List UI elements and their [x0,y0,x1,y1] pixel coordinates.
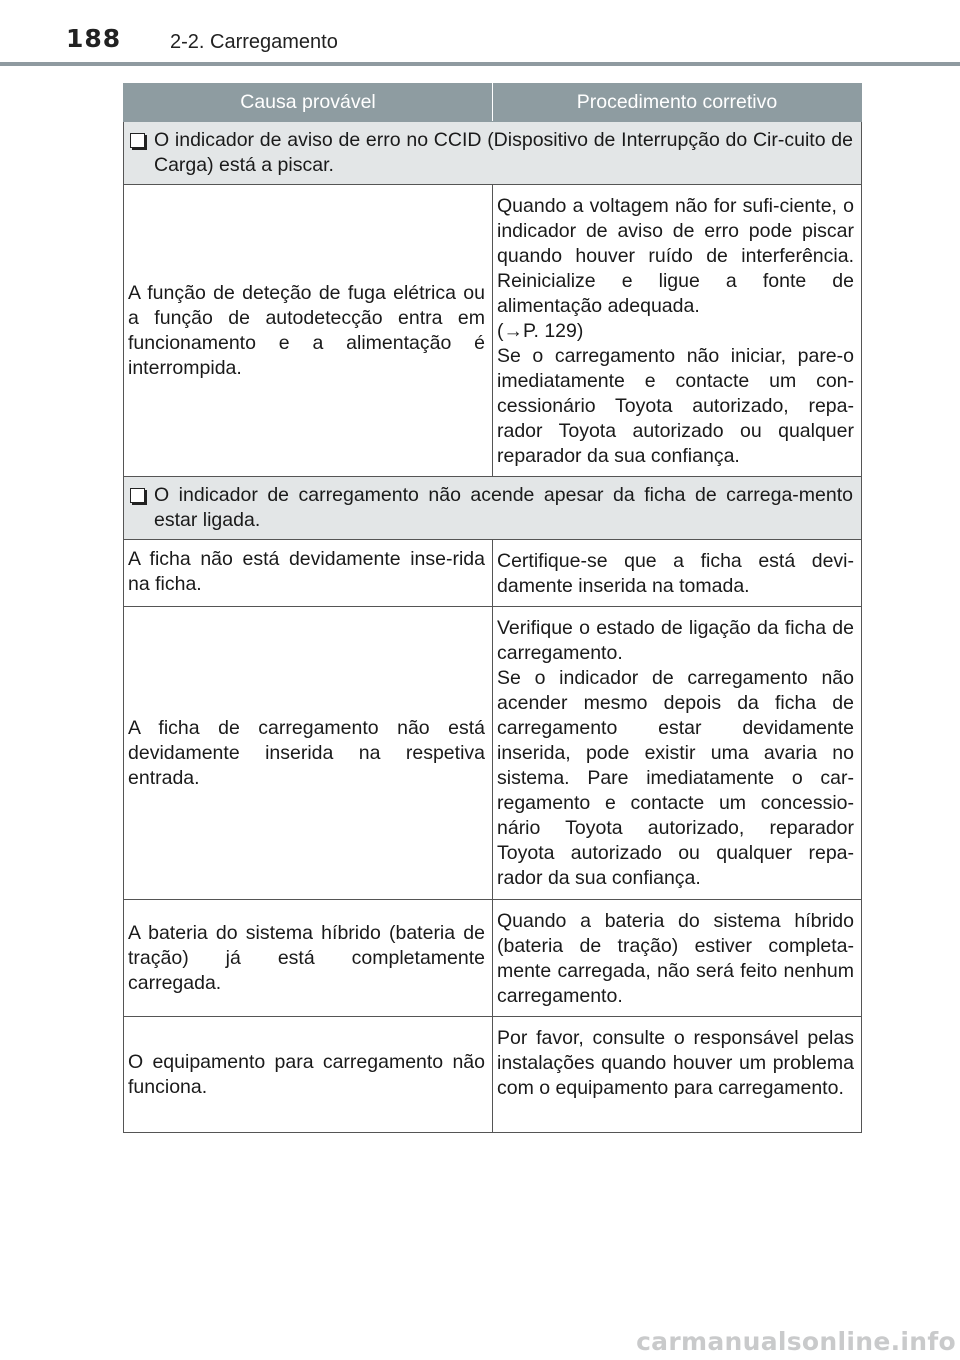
table-row [124,1017,862,1133]
group-heading-row [124,122,862,185]
remedy-paragraph: Quando a voltagem não for sufi-ciente, o indicador de aviso de erro pode piscar quando houver ruído de interferência. Reinicialize e ligue a fonte de alimentação adequada. [497,195,854,317]
checkbox-icon [130,488,145,503]
column-header-remedy: Procedimento corretivo [493,84,862,122]
remedy-cell [493,540,862,607]
page-header [0,0,960,66]
remedy-paragraph: Quando a bateria do sistema híbrido (bateria de tração) estiver completa-mente carregada, não será feito nenhum carregamento. [497,910,854,1007]
cause-cell: O equipamento para carregamento não funciona. [124,1017,493,1133]
table-row [124,900,862,1017]
header-divider [0,62,960,66]
cause-cell: A ficha não está devidamente inse-rida na ficha. [124,540,493,607]
cause-cell: A função de deteção de fuga elétrica ou a função de autodetecção entra em funcionamento e a alimentação é interrompida. [124,185,493,477]
group-heading-row [124,477,862,540]
remedy-paragraph: Certifique-se que a ficha está devi-damente inserida na tomada. [497,550,854,597]
column-header-cause: Causa provável [124,84,493,122]
remedy-paragraph: Se o indicador de carregamento não acender mesmo depois da ficha de carregamento estar devidamente inserida, pode existir uma avaria no sistema. Pare imediatamente o car-regamento e contacte um concessio-nário Toyota autorizado, reparador Toyota autorizado ou qualquer repa-rador da sua confiança. [497,667,854,889]
group-heading-cell [124,122,862,185]
cause-cell: A bateria do sistema híbrido (bateria de tração) já está completamente carregada. [124,900,493,1017]
group-heading-cell [124,477,862,540]
cause-cell: A ficha de carregamento não está devidamente inserida na respetiva entrada. [124,607,493,900]
group-heading-text: O indicador de aviso de erro no CCID (Dispositivo de Interrupção do Cir-cuito de Carga) está a piscar. [154,129,853,176]
troubleshooting-table-container [123,83,862,1133]
table-row [124,607,862,900]
table-header-row [124,84,862,122]
remedy-cell [493,607,862,900]
remedy-cell [493,900,862,1017]
group-heading-text: O indicador de carregamento não acende apesar da ficha de carrega-mento estar ligada. [154,484,853,531]
remedy-cell [493,185,862,477]
remedy-paragraph: Por favor, consulte o responsável pelas instalações quando houver um problema com o equipamento para carregamento. [497,1027,854,1099]
page-reference: (→P. 129) [497,320,584,342]
checkbox-icon [130,133,145,148]
watermark-text: carmanualsonline.info [636,1327,956,1356]
remedy-cell [493,1017,862,1133]
remedy-paragraph: Se o carregamento não iniciar, pare-o imediatamente e contacte um con-cessionário Toyota autorizado, repa-rador Toyota autorizado ou qualquer reparador da sua confiança. [497,345,854,467]
section-title: 2-2. Carregamento [170,31,338,53]
page-number: 188 [66,24,122,53]
remedy-paragraph: Verifique o estado de ligação da ficha de carregamento. [497,617,854,664]
troubleshooting-table [123,83,862,1133]
table-row [124,540,862,607]
table-row [124,185,862,477]
